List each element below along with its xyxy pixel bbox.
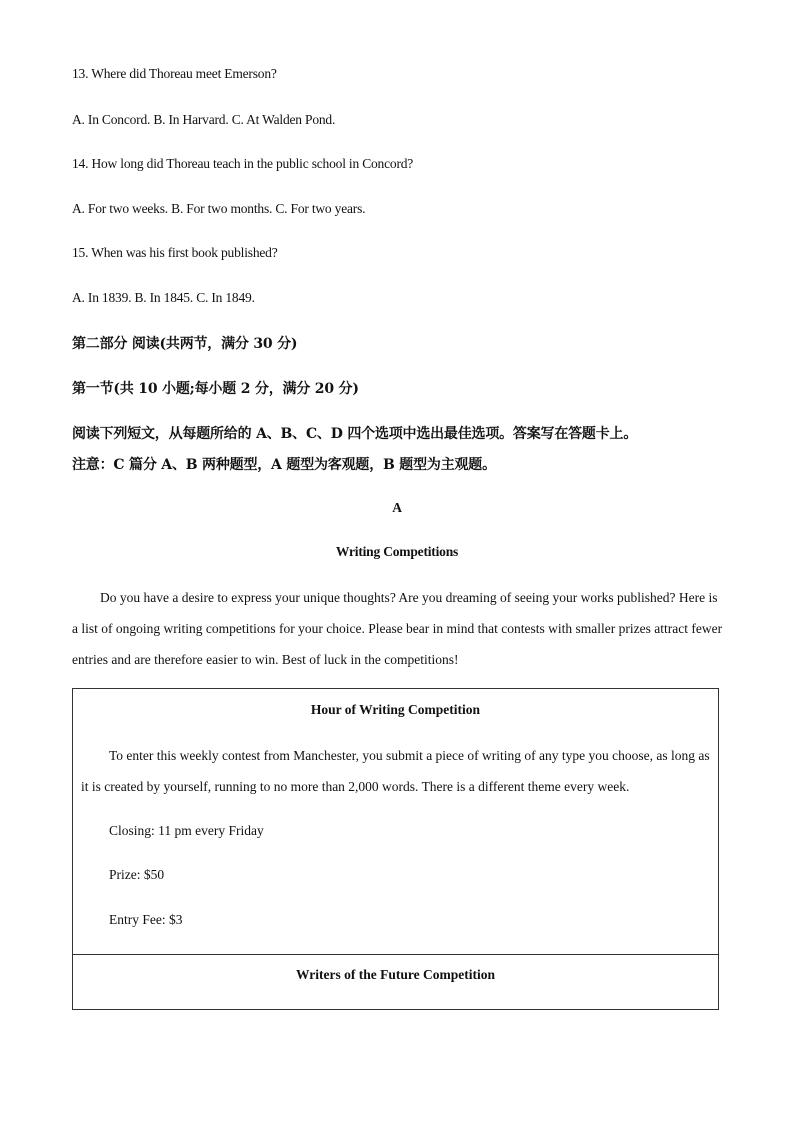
question-text: 15. When was his first book published? (72, 245, 278, 260)
competition-box (72, 954, 719, 1010)
competition-description (81, 740, 715, 802)
competition-prize: Prize: $50 (109, 867, 165, 882)
question-options: A. In 1839. B. In 1845. C. In 1849. (72, 290, 255, 305)
passage-letter: A (392, 500, 402, 515)
competition-closing: Closing: 11 pm every Friday (109, 823, 264, 838)
question-options: A. For two weeks. B. For two months. C. For two years. (72, 201, 366, 216)
question-text: 14. How long did Thoreau teach in the public school in Concord? (72, 156, 414, 171)
competition-entry-fee: Entry Fee: $3 (109, 912, 183, 927)
passage-title: Writing Competitions (335, 544, 459, 559)
intro-paragraph: Do you have a desire to express your unique thoughts? Are you dreaming of seeing your works published? Here is a list of ongoing writing competitions for your choice. Please bear in mind that contests with smaller prizes attract fewer entries and are therefore easier to win. Best of luck in the competitions! (72, 590, 723, 667)
passage-intro (72, 582, 724, 675)
competition-title: Hour of Writing Competition (310, 702, 481, 717)
question-options: A. In Concord. B. In Harvard. C. At Walden Pond. (72, 112, 336, 127)
description-paragraph: To enter this weekly contest from Manchester, you submit a piece of writing of any type you choose, as long as it is created by yourself, running to no more than 2,000 words. There is a different theme every week. (81, 748, 710, 794)
section-instruction: 阅读下列短文，从每题所给的 A、B、C、D 四个选项中选出最佳选项。答案写在答题卡上。 (72, 426, 638, 442)
part-title: 第二部分 阅读(共两节，满分 30 分) (72, 336, 298, 352)
competition-title: Writers of the Future Competition (296, 967, 495, 982)
question-text: 13. Where did Thoreau meet Emerson? (72, 66, 277, 81)
section-note: 注意：C 篇分 A、B 两种题型，A 题型为客观题，B 题型为主观题。 (72, 457, 496, 473)
section-subtitle: 第一节(共 10 小题;每小题 2 分，满分 20 分) (72, 381, 359, 397)
competition-box (72, 688, 719, 955)
